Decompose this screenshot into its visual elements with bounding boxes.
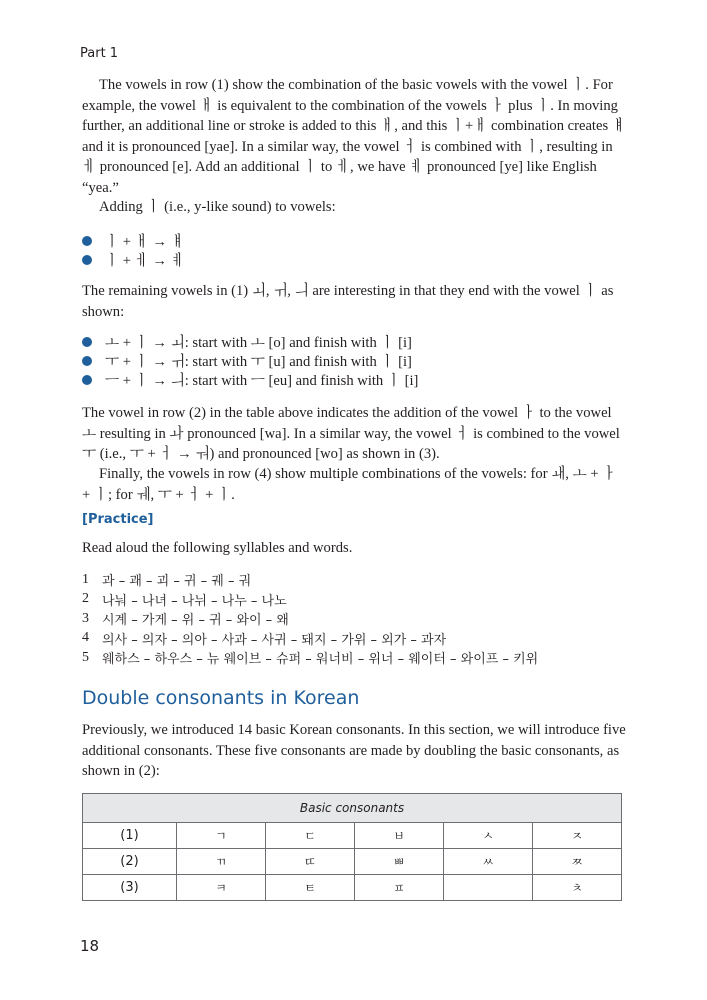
table-row xyxy=(83,823,622,849)
table-cell: ㅆ xyxy=(444,849,533,875)
item-text: 시계 – 가게 – 위 – 귀 – 와이 – 왜 xyxy=(102,613,289,629)
list-item xyxy=(82,370,418,389)
bullet-icon xyxy=(82,255,92,265)
table-cell: ㄷ xyxy=(266,823,355,849)
row-label: (3) xyxy=(83,875,177,901)
bullet-icon xyxy=(82,236,92,246)
table-row xyxy=(83,875,622,901)
paragraph-row2: The vowel in row (2) in the table above indicates the addition of the vowel ㅏ to the vowel ㅗ resulting in ㅘ pronounced [wa]. In a similar way, the vowel ㅓ is combined to the vowel ㅜ (i.e., ㅜ + ㅓ → ㅝ) and pronounced [wo] as shown in (3). xyxy=(82,405,620,462)
item-number: 3 xyxy=(82,610,89,626)
item-text: 의사 – 의자 – 의아 – 사과 – 사귀 – 돼지 – 가위 – 외가 – 과자 xyxy=(102,632,447,648)
table-header: Basic consonants xyxy=(83,794,622,823)
list-item xyxy=(82,570,538,590)
section-paragraph: Previously, we introduced 14 basic Korean consonants. In this section, we will introduce five additional consonants. These five consonants are made by doubling the basic consonants, as shown in (2): xyxy=(82,722,626,779)
bullet-list-remaining-vowels xyxy=(82,332,418,389)
table-cell: ㅅ xyxy=(444,823,533,849)
list-item xyxy=(82,332,418,351)
table-cell: ㅈ xyxy=(533,823,622,849)
table-cell: ㄸ xyxy=(266,849,355,875)
table-cell xyxy=(444,875,533,901)
page-number: 18 xyxy=(80,937,100,955)
bullet-text: ㅗ + ㅣ → ㅚ: start with ㅗ [o] and finish with ㅣ [i] xyxy=(105,335,412,351)
row-label: (1) xyxy=(83,823,177,849)
table-cell: ㅋ xyxy=(177,875,266,901)
item-number: 2 xyxy=(82,591,89,607)
table-cell: ㅃ xyxy=(355,849,444,875)
table-cell: ㄲ xyxy=(177,849,266,875)
list-item xyxy=(82,590,538,610)
paragraph-row4: Finally, the vowels in row (4) show multiple combinations of the vowels: for ㅙ, ㅗ + ㅏ + ㅣ; for ㅞ, ㅜ + ㅓ + ㅣ. xyxy=(82,466,617,503)
practice-heading: [Practice] xyxy=(82,512,154,527)
bullet-icon xyxy=(82,337,92,347)
list-item xyxy=(82,609,538,629)
part-label: Part 1 xyxy=(80,46,119,61)
table-cell: ㄱ xyxy=(177,823,266,849)
table-cell: ㅂ xyxy=(355,823,444,849)
table-cell: ㅉ xyxy=(533,849,622,875)
paragraph-vowels-row1: The vowels in row (1) show the combination of the basic vowels with the vowel ㅣ. For example, the vowel ㅐ is equivalent to the combination of the vowels ㅏ plus ㅣ. In moving further, an additional line or stroke is added to this ㅐ, and this ㅣ+ㅐ combination creates ㅒ and it is pronounced [yae]. In a similar way, the vowel ㅓ is combined with ㅣ, resulting in ㅔ pronounced [e]. Add an additional ㅣ to ㅔ, we have ㅖ pronounced [ye] like English “yea.” xyxy=(82,77,626,196)
item-number: 1 xyxy=(82,571,89,587)
list-item xyxy=(82,250,185,269)
item-text: 웨하스 – 하우스 – 뉴 웨이브 – 슈퍼 – 워너비 – 위너 – 웨이터 – 와이프 – 키위 xyxy=(102,652,539,668)
item-text: 과 – 괘 – 괴 – 귀 – 궤 – 궈 xyxy=(102,574,252,590)
bullet-text: ㅡ + ㅣ → ㅢ: start with ㅡ [eu] and finish with ㅣ [i] xyxy=(105,373,419,389)
bullet-icon xyxy=(82,356,92,366)
list-item xyxy=(82,629,538,649)
item-text: 나눠 – 나녀 – 나뉘 – 나누 – 나노 xyxy=(102,593,287,609)
bullet-text: ㅜ + ㅣ → ㅟ: start with ㅜ [u] and finish with ㅣ [i] xyxy=(105,354,412,370)
table-cell: ㅍ xyxy=(355,875,444,901)
item-number: 5 xyxy=(82,649,89,665)
bullet-icon xyxy=(82,375,92,385)
bullet-list-adding-i xyxy=(82,231,185,269)
table-cell: ㅊ xyxy=(533,875,622,901)
consonant-table xyxy=(82,793,622,901)
bullet-text: ㅣ + ㅔ → ㅖ xyxy=(105,253,185,269)
list-item xyxy=(82,351,418,370)
section-heading: Double consonants in Korean xyxy=(82,687,360,709)
paragraph-adding-i: Adding ㅣ (i.e., y-like sound) to vowels: xyxy=(99,199,336,215)
practice-list xyxy=(82,570,538,668)
item-number: 4 xyxy=(82,630,89,646)
bullet-text: ㅣ + ㅐ → ㅒ xyxy=(105,234,185,250)
table-header-row xyxy=(83,794,622,823)
list-item xyxy=(82,231,185,250)
row-label: (2) xyxy=(83,849,177,875)
practice-instruction: Read aloud the following syllables and words. xyxy=(82,540,353,556)
table-cell: ㅌ xyxy=(266,875,355,901)
paragraph-remaining-vowels: The remaining vowels in (1) ㅚ, ㅟ, ㅢ are interesting in that they end with the vowel ㅣ as shown: xyxy=(82,283,614,320)
table-row xyxy=(83,849,622,875)
list-item xyxy=(82,648,538,668)
